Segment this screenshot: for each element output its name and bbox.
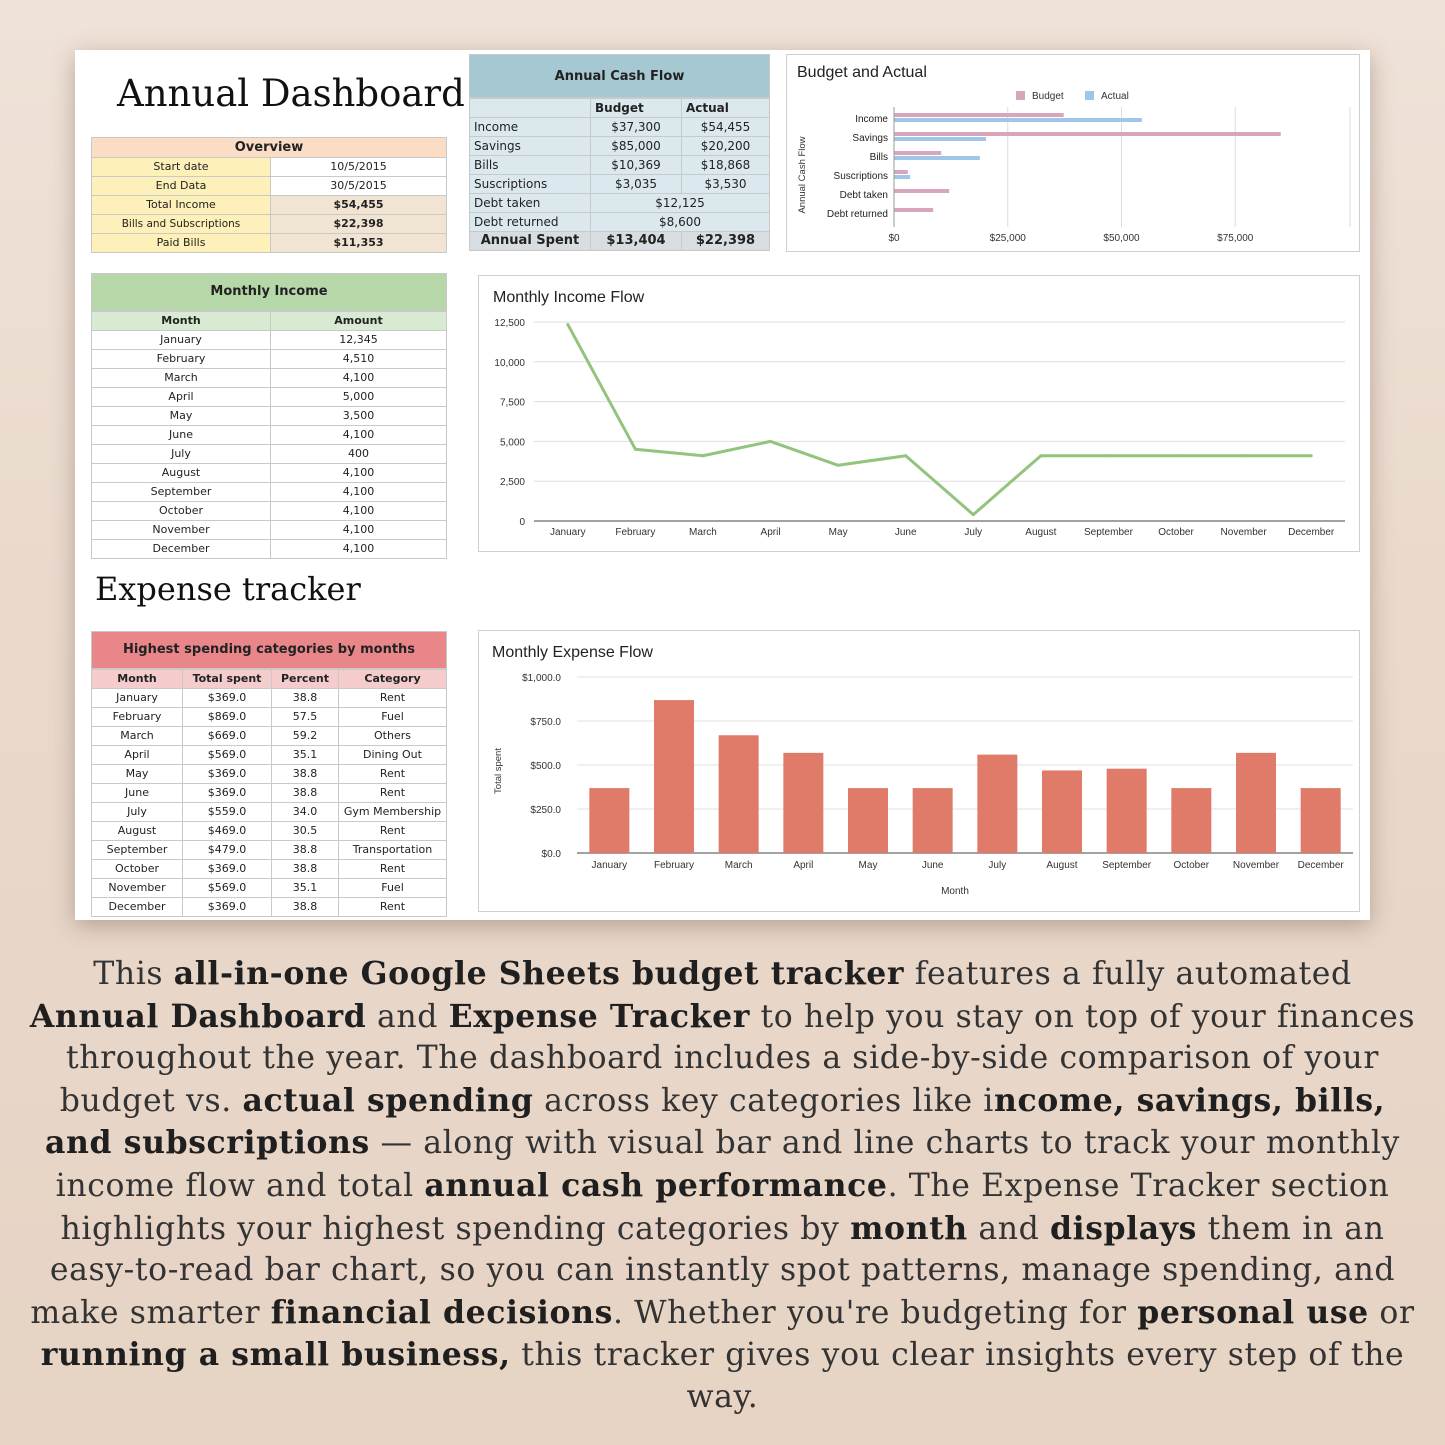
expense-tracker-title: Expense tracker (95, 570, 361, 608)
income-month: April (92, 388, 271, 407)
expense-bar (654, 700, 694, 853)
spending-category: Gym Membership (339, 803, 447, 822)
description-text: or (1368, 1294, 1415, 1331)
income-month: March (92, 369, 271, 388)
income-month: January (92, 331, 271, 350)
income-data-point (904, 454, 907, 457)
category-label: Savings (852, 133, 888, 144)
cashflow-debt-returned-value: $8,600 (591, 213, 770, 232)
income-data-point (1175, 454, 1178, 457)
x-tick-label: March (724, 860, 753, 871)
spending-total: $369.0 (183, 765, 272, 784)
income-data-point (634, 448, 637, 451)
y-tick-label: 5,000 (499, 437, 525, 449)
cashflow-actual: $54,455 (682, 118, 770, 137)
spending-month: September (92, 841, 183, 860)
income-data-point (1242, 454, 1245, 457)
income-month: December (92, 540, 271, 559)
income-amount: 4,100 (271, 369, 447, 388)
income-amount: 4,510 (271, 350, 447, 369)
income-data-point (769, 440, 772, 443)
spending-category: Fuel (339, 879, 447, 898)
x-tick-label: November (1220, 527, 1267, 538)
spending-percent: 35.1 (272, 879, 339, 898)
description-text: features a fully automated (904, 956, 1352, 992)
spending-category: Rent (339, 784, 447, 803)
description-bold-text: ncome, savings, bills, and subscriptions (45, 1081, 1386, 1162)
income-data-point (837, 464, 840, 467)
x-tick-label: March (689, 527, 717, 538)
spending-col-category: Category (339, 670, 447, 689)
spending-percent: 38.8 (272, 765, 339, 784)
spending-row (92, 746, 447, 765)
income-amount: 5,000 (271, 388, 447, 407)
category-label: Debt taken (839, 190, 888, 201)
expense-flow-chart (479, 631, 1359, 911)
description-bold-text: Annual Dashboard (29, 997, 367, 1035)
x-tick-label: August (1025, 527, 1057, 538)
y-tick-label: 7,500 (499, 397, 525, 409)
spending-month: March (92, 727, 183, 746)
cashflow-col-budget: Budget (591, 99, 682, 118)
spending-row (92, 727, 447, 746)
overview-table (91, 137, 447, 253)
description-bold-text: month (850, 1209, 968, 1247)
spending-month: April (92, 746, 183, 765)
overview-value: $11,353 (271, 234, 447, 253)
product-description (25, 953, 1420, 1419)
cashflow-budget: $10,369 (591, 156, 682, 175)
bar-budget (894, 170, 908, 174)
budget-actual-chart (787, 55, 1359, 251)
description-text: This (93, 956, 174, 992)
expense-bar (719, 735, 759, 853)
income-amount: 12,345 (271, 331, 447, 350)
income-amount: 4,100 (271, 521, 447, 540)
x-tick-label: June (921, 860, 944, 871)
income-month: September (92, 483, 271, 502)
spending-percent: 57.5 (272, 708, 339, 727)
spending-percent: 38.8 (272, 689, 339, 708)
cashflow-actual: $18,868 (682, 156, 770, 175)
cashflow-label: Income (470, 118, 591, 137)
bar-actual (894, 156, 980, 160)
monthly-income-header: Monthly Income (210, 284, 328, 299)
overview-label: Paid Bills (92, 234, 271, 253)
spending-row (92, 860, 447, 879)
x-tick-label: September (1102, 860, 1152, 871)
cashflow-table (469, 98, 770, 251)
income-flow-chart-panel (478, 275, 1360, 552)
income-row (92, 540, 447, 559)
income-month: October (92, 502, 271, 521)
income-month: November (92, 521, 271, 540)
cashflow-debt-taken-value: $12,125 (591, 194, 770, 213)
description-bold-text: personal use (1137, 1293, 1369, 1331)
spending-header-bar (91, 631, 447, 669)
spending-header: Highest spending categories by months (122, 642, 416, 657)
overview-label: Bills and Subscriptions (92, 215, 271, 234)
description-text: . Whether you're budgeting for (612, 1294, 1138, 1331)
spreadsheet-screenshot (75, 50, 1370, 920)
y-tick-label: 2,500 (499, 477, 525, 489)
x-tick-label: February (653, 860, 695, 871)
x-tick-label: October (1173, 860, 1210, 871)
income-month: May (92, 407, 271, 426)
income-row (92, 502, 447, 521)
x-tick-label: July (964, 527, 983, 538)
income-amount: 4,100 (271, 502, 447, 521)
spending-row (92, 879, 447, 898)
spending-category: Rent (339, 689, 447, 708)
spending-total: $369.0 (183, 784, 272, 803)
cashflow-row (470, 156, 770, 175)
income-amount: 4,100 (271, 426, 447, 445)
income-amount: 400 (271, 445, 447, 464)
cashflow-budget: $3,035 (591, 175, 682, 194)
x-tick-label: September (1083, 527, 1133, 538)
description-text: across key categories like i (533, 1082, 994, 1119)
income-row (92, 331, 447, 350)
spending-total: $369.0 (183, 898, 272, 917)
income-row (92, 407, 447, 426)
description-text: to help you stay on top of your finances throughout the year. The dashboard includes a side-by-side comparison of your budget vs. (59, 998, 1416, 1119)
income-row (92, 426, 447, 445)
overview-label: Total Income (92, 196, 271, 215)
budget-actual-chart-panel (786, 54, 1360, 252)
bar-actual (894, 137, 986, 141)
spending-total: $559.0 (183, 803, 272, 822)
overview-row (92, 215, 447, 234)
spending-total: $369.0 (183, 689, 272, 708)
description-bold-text: all-in-one Google Sheets budget tracker (173, 955, 905, 992)
bar-budget (894, 189, 949, 193)
description-text: them in an easy-to-read bar chart, so you can instantly spot patterns, manage spending, and make smarter (30, 1210, 1396, 1331)
spending-month: December (92, 898, 183, 917)
income-month: August (92, 464, 271, 483)
category-label: Income (855, 114, 888, 125)
bar-budget (894, 113, 1064, 117)
description-bold-text: annual cash performance (424, 1166, 888, 1204)
spending-table (91, 669, 447, 917)
bar-budget (894, 132, 1281, 136)
income-month: February (92, 350, 271, 369)
y-axis-title: Total spent (493, 748, 504, 794)
income-data-point (701, 454, 704, 457)
spending-row (92, 803, 447, 822)
income-data-point (1039, 454, 1042, 457)
spending-category: Rent (339, 860, 447, 879)
y-tick-label: $750.0 (530, 717, 561, 728)
overview-label: Start date (92, 158, 271, 177)
legend-swatch-budget (1016, 91, 1025, 100)
description-bold-text: displays (1050, 1209, 1197, 1247)
x-tick-label: August (1046, 860, 1078, 871)
spending-percent: 38.8 (272, 898, 339, 917)
income-flow-chart (479, 276, 1359, 551)
cashflow-label: Savings (470, 137, 591, 156)
spending-total: $869.0 (183, 708, 272, 727)
cashflow-debt-taken-label: Debt taken (470, 194, 591, 213)
y-tick-label: 10,000 (494, 357, 525, 369)
income-amount: 3,500 (271, 407, 447, 426)
income-series-line (568, 324, 1311, 514)
y-tick-label: $500.0 (530, 761, 561, 772)
expense-bar (1301, 788, 1341, 853)
income-row (92, 521, 447, 540)
y-tick-label: 12,500 (494, 318, 525, 329)
spending-row (92, 822, 447, 841)
x-tick-label: July (988, 860, 1007, 871)
x-tick-label: December (1297, 860, 1344, 871)
spending-row (92, 898, 447, 917)
cashflow-row (470, 137, 770, 156)
expense-bar (1236, 753, 1276, 853)
overview-row (92, 234, 447, 253)
legend-label: Budget (1032, 91, 1064, 102)
description-text: . The Expense Tracker section highlights your highest spending categories by (60, 1167, 1390, 1247)
income-row (92, 464, 447, 483)
overview-row (92, 177, 447, 196)
spending-percent: 38.8 (272, 860, 339, 879)
spending-category: Others (339, 727, 447, 746)
income-amount: 4,100 (271, 483, 447, 502)
cashflow-budget: $85,000 (591, 137, 682, 156)
x-tick-label: $50,000 (1103, 233, 1140, 244)
overview-header: Overview (92, 138, 447, 158)
spending-month: May (92, 765, 183, 784)
category-label: Debt returned (826, 209, 888, 220)
overview-value: 10/5/2015 (271, 158, 447, 177)
overview-value: $54,455 (271, 196, 447, 215)
description-bold-text: Expense Tracker (448, 997, 750, 1035)
spending-percent: 30.5 (272, 822, 339, 841)
description-text: and (366, 998, 449, 1035)
x-axis-title: Month (941, 886, 969, 897)
x-tick-label: February (615, 527, 656, 538)
x-tick-label: May (828, 527, 848, 538)
x-tick-label: November (1232, 860, 1280, 871)
x-tick-label: December (1288, 527, 1335, 538)
x-tick-label: April (793, 860, 814, 871)
y-tick-label: 0 (519, 517, 525, 528)
income-flow-chart-title: Monthly Income Flow (493, 289, 645, 306)
y-axis-title: Annual Cash Flow (797, 136, 808, 214)
spending-col-month: Month (92, 670, 183, 689)
spending-category: Rent (339, 898, 447, 917)
cashflow-annual-spent-budget: $13,404 (591, 232, 682, 251)
description-bold-text: financial decisions (270, 1293, 613, 1331)
expense-bar (848, 788, 888, 853)
spending-month: October (92, 860, 183, 879)
description-text: — along with visual bar and line charts to track your monthly income flow and total (55, 1125, 1400, 1204)
legend-label: Actual (1101, 91, 1129, 102)
spending-total: $569.0 (183, 879, 272, 898)
expense-bar (589, 788, 629, 853)
expense-bar (783, 753, 823, 853)
spending-category: Fuel (339, 708, 447, 727)
income-row (92, 483, 447, 502)
bar-budget (894, 151, 941, 155)
monthly-income-header-bar (91, 273, 447, 311)
spending-total: $469.0 (183, 822, 272, 841)
spending-category: Rent (339, 822, 447, 841)
spending-percent: 35.1 (272, 746, 339, 765)
cashflow-annual-spent-actual: $22,398 (682, 232, 770, 251)
income-amount: 4,100 (271, 464, 447, 483)
expense-flow-chart-title: Monthly Expense Flow (492, 644, 653, 661)
monthly-income-table (91, 311, 447, 559)
monthly-income-col-amount: Amount (271, 312, 447, 331)
cashflow-budget: $37,300 (591, 118, 682, 137)
spending-col-percent: Percent (272, 670, 339, 689)
income-data-point (1107, 454, 1110, 457)
overview-row (92, 196, 447, 215)
spending-percent: 59.2 (272, 727, 339, 746)
spending-total: $369.0 (183, 860, 272, 879)
overview-label: End Data (92, 177, 271, 196)
description-bold-text: actual spending (242, 1081, 534, 1119)
x-tick-label: $25,000 (989, 233, 1026, 244)
bar-actual (894, 175, 910, 179)
cashflow-col-actual: Actual (682, 99, 770, 118)
x-tick-label: January (591, 860, 628, 871)
cashflow-row (470, 175, 770, 194)
spending-total: $569.0 (183, 746, 272, 765)
income-row (92, 445, 447, 464)
monthly-income-col-month: Month (92, 312, 271, 331)
spending-month: August (92, 822, 183, 841)
income-data-point (1310, 454, 1313, 457)
x-tick-label: $0 (888, 233, 900, 244)
budget-actual-chart-title: Budget and Actual (797, 64, 927, 81)
spending-row (92, 765, 447, 784)
cashflow-actual: $3,530 (682, 175, 770, 194)
spending-month: January (92, 689, 183, 708)
description-text: and (967, 1210, 1051, 1247)
cashflow-label: Suscriptions (470, 175, 591, 194)
cashflow-header-bar (469, 54, 770, 98)
y-tick-label: $0.0 (541, 849, 561, 860)
spending-total: $669.0 (183, 727, 272, 746)
spending-row (92, 841, 447, 860)
spending-col-total: Total spent (183, 670, 272, 689)
description-text: this tracker gives you clear insights every step of the way. (510, 1337, 1405, 1415)
description-bold-text: running a small business, (40, 1336, 511, 1374)
spending-category: Rent (339, 765, 447, 784)
overview-value: $22,398 (271, 215, 447, 234)
income-data-point (566, 323, 569, 326)
overview-value: 30/5/2015 (271, 177, 447, 196)
spending-month: November (92, 879, 183, 898)
spending-row (92, 689, 447, 708)
cashflow-header: Annual Cash Flow (554, 69, 685, 84)
cashflow-blank-header (470, 99, 591, 118)
x-tick-label: October (1158, 527, 1194, 538)
dashboard-title: Annual Dashboard (117, 72, 465, 115)
spending-category: Transportation (339, 841, 447, 860)
spending-percent: 34.0 (272, 803, 339, 822)
spending-month: February (92, 708, 183, 727)
x-tick-label: $75,000 (1217, 233, 1254, 244)
spending-percent: 38.8 (272, 784, 339, 803)
income-row (92, 369, 447, 388)
overview-row (92, 158, 447, 177)
cashflow-row (470, 118, 770, 137)
spending-category: Dining Out (339, 746, 447, 765)
x-tick-label: June (894, 527, 917, 538)
cashflow-actual: $20,200 (682, 137, 770, 156)
y-tick-label: $1,000.0 (522, 673, 561, 684)
spending-percent: 38.8 (272, 841, 339, 860)
expense-bar (1042, 770, 1082, 853)
spending-total: $479.0 (183, 841, 272, 860)
income-row (92, 388, 447, 407)
legend-swatch-actual (1085, 91, 1094, 100)
spending-row (92, 784, 447, 803)
expense-bar (1171, 788, 1211, 853)
income-amount: 4,100 (271, 540, 447, 559)
income-month: June (92, 426, 271, 445)
spending-month: June (92, 784, 183, 803)
expense-flow-chart-panel (478, 630, 1360, 912)
spending-row (92, 708, 447, 727)
cashflow-debt-returned-label: Debt returned (470, 213, 591, 232)
cashflow-label: Bills (470, 156, 591, 175)
category-label: Bills (869, 152, 888, 163)
income-month: July (92, 445, 271, 464)
y-tick-label: $250.0 (530, 805, 561, 816)
cashflow-annual-spent-label: Annual Spent (470, 232, 591, 251)
category-label: Suscriptions (833, 171, 888, 182)
x-tick-label: April (760, 527, 781, 538)
spending-month: July (92, 803, 183, 822)
income-row (92, 350, 447, 369)
x-tick-label: May (858, 860, 878, 871)
bar-actual (894, 118, 1142, 122)
bar-budget (894, 208, 933, 212)
x-tick-label: January (550, 527, 586, 538)
expense-bar (1107, 769, 1147, 853)
expense-bar (977, 755, 1017, 853)
expense-bar (913, 788, 953, 853)
income-data-point (972, 513, 975, 516)
